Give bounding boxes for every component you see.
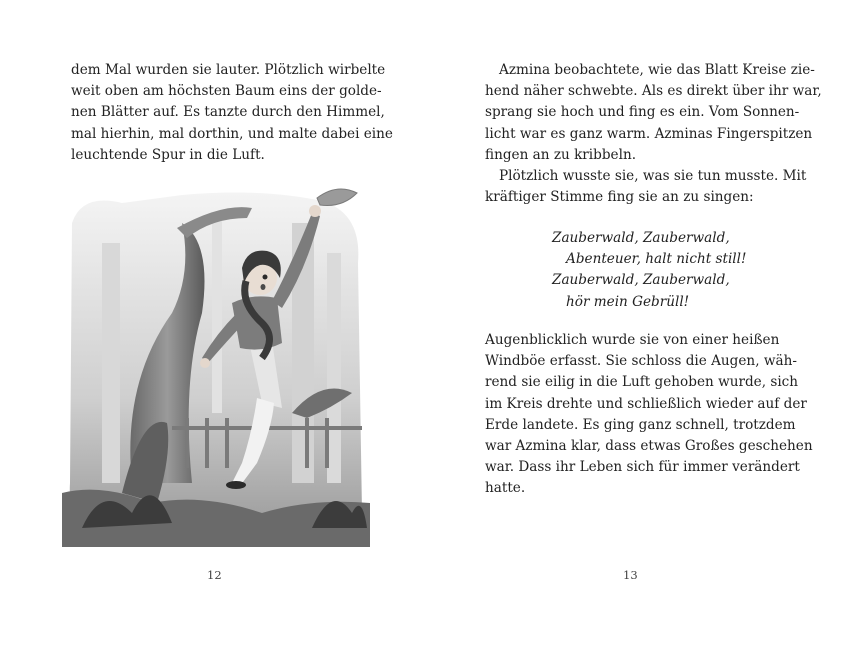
- right-page-text: [485, 60, 822, 208]
- left-page-text: [71, 60, 393, 166]
- verse-line: hör mein Gebrüll!: [566, 293, 690, 310]
- text-line: Erde landete. Es ging ganz schnell, trotzdem: [485, 416, 796, 433]
- text-line: Augenblicklich wurde sie von einer heißen: [485, 332, 780, 348]
- text-line: Azmina beobachtete, wie das Blatt Kreise zie-: [499, 62, 815, 78]
- text-line: mal hierhin, mal dorthin, und malte dabei eine: [71, 125, 393, 142]
- text-line: rend sie eilig in die Luft gehoben wurde, sich: [485, 374, 799, 391]
- verse-line: Zauberwald, Zauberwald,: [552, 230, 730, 246]
- text-line: licht war es ganz warm. Azminas Fingerspitzen: [485, 125, 813, 142]
- text-line: fingen an zu kribbeln.: [485, 146, 637, 163]
- text-line: kräftiger Stimme fing sie an zu singen:: [485, 189, 754, 206]
- page-number: 12: [207, 568, 222, 582]
- text-line: dem Mal wurden sie lauter. Plötzlich wirbelte: [71, 62, 386, 78]
- song-verse: [552, 228, 746, 313]
- text-line: Plötzlich wusste sie, was sie tun musste. Mit: [499, 168, 807, 185]
- text-line: nen Blätter auf. Es tanzte durch den Himmel,: [71, 104, 385, 121]
- verse-line: Zauberwald, Zauberwald,: [552, 272, 730, 289]
- text-line: war. Dass ihr Leben sich für immer verändert: [485, 459, 800, 476]
- page-number: 13: [623, 568, 638, 582]
- text-line: hatte.: [485, 480, 526, 497]
- text-line: weit oben am höchsten Baum eins der golde-: [71, 83, 382, 100]
- right-page: [422, 0, 844, 648]
- text-line: war Azmina klar, dass etwas Großes geschehen: [485, 438, 813, 455]
- text-line: im Kreis drehte und schließlich wieder auf der: [485, 395, 807, 412]
- verse-line: Abenteuer, halt nicht still!: [566, 251, 747, 268]
- text-line: Windböe erfasst. Sie schloss die Augen, wäh-: [485, 353, 797, 370]
- text-line: hend näher schwebte. Als es direkt über ihr war,: [485, 83, 822, 100]
- forest-girl-illustration: [62, 183, 370, 547]
- text-line: leuchtende Spur in die Luft.: [71, 146, 265, 163]
- right-page-text-continued: [485, 330, 813, 500]
- text-line: sprang sie hoch und fing es ein. Vom Sonnen-: [485, 104, 800, 121]
